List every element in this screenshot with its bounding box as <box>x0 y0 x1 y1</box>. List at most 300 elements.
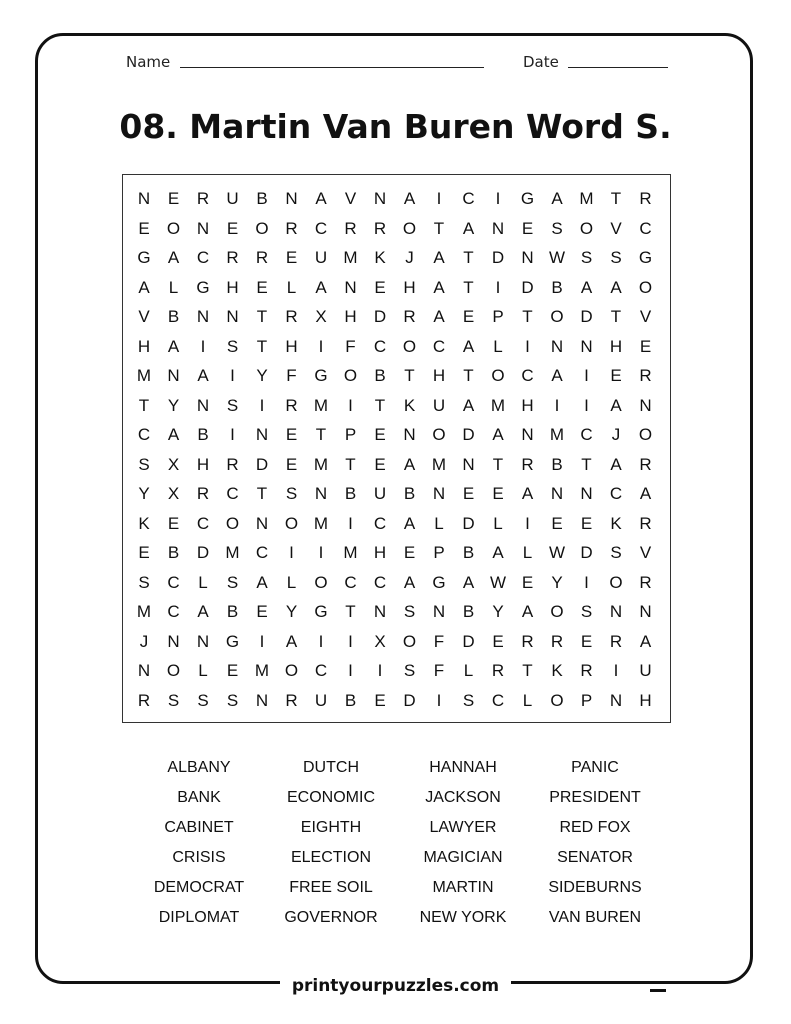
grid-letter[interactable]: S <box>226 690 239 710</box>
grid-letter[interactable]: O <box>550 307 564 326</box>
grid-letter[interactable]: F <box>286 366 297 385</box>
grid-letter[interactable]: B <box>167 307 180 326</box>
grid-letter[interactable]: I <box>613 661 619 680</box>
grid-letter[interactable]: I <box>259 631 265 651</box>
grid-letter[interactable]: O <box>609 572 623 592</box>
grid-letter[interactable]: S <box>462 690 475 710</box>
grid-letter[interactable]: L <box>198 572 208 592</box>
grid-letter[interactable]: T <box>492 454 504 474</box>
grid-letter[interactable]: B <box>462 543 475 562</box>
grid-letter[interactable]: A <box>610 277 622 297</box>
grid-letter[interactable]: H <box>609 336 623 356</box>
grid-letter[interactable]: S <box>167 690 180 710</box>
grid-letter[interactable]: A <box>403 572 416 592</box>
grid-letter[interactable]: X <box>315 307 327 326</box>
grid-letter[interactable]: N <box>580 336 593 356</box>
grid-letter[interactable]: S <box>138 454 150 474</box>
grid-letter[interactable]: C <box>314 218 328 238</box>
grid-letter[interactable]: B <box>167 543 180 562</box>
grid-letter[interactable]: C <box>432 336 446 356</box>
grid-letter[interactable]: N <box>373 602 387 621</box>
grid-letter[interactable]: S <box>551 218 563 238</box>
grid-letter[interactable]: B <box>374 366 386 385</box>
grid-letter[interactable]: I <box>554 395 560 415</box>
grid-letter[interactable]: R <box>285 690 298 710</box>
grid-letter[interactable]: I <box>495 189 501 208</box>
grid-letter[interactable]: S <box>403 661 416 680</box>
grid-letter[interactable]: X <box>374 631 386 651</box>
grid-letter[interactable]: M <box>431 454 447 474</box>
grid-letter[interactable]: A <box>551 366 563 385</box>
grid-letter[interactable]: V <box>639 307 652 326</box>
grid-letter[interactable]: E <box>492 484 504 503</box>
grid-letter[interactable]: H <box>373 543 387 562</box>
grid-letter[interactable]: R <box>639 572 652 592</box>
grid-letter[interactable]: T <box>404 366 415 385</box>
grid-letter[interactable]: H <box>285 336 298 356</box>
grid-letter[interactable]: N <box>255 690 269 710</box>
grid-letter[interactable]: A <box>610 395 622 415</box>
grid-letter[interactable]: N <box>137 661 151 680</box>
grid-letter[interactable]: K <box>551 661 563 680</box>
grid-letter[interactable]: E <box>374 277 386 297</box>
grid-letter[interactable]: N <box>639 602 652 621</box>
grid-letter[interactable]: A <box>639 484 652 503</box>
grid-letter[interactable]: C <box>462 189 475 208</box>
grid-letter[interactable]: C <box>373 513 387 533</box>
grid-letter[interactable]: E <box>462 307 475 326</box>
grid-letter[interactable]: O <box>166 661 181 680</box>
grid-letter[interactable]: T <box>256 307 268 326</box>
grid-letter[interactable]: T <box>522 661 533 680</box>
grid-letter[interactable]: O <box>284 661 299 680</box>
grid-letter[interactable]: L <box>493 336 503 356</box>
grid-letter[interactable]: O <box>284 513 299 533</box>
grid-letter[interactable]: A <box>403 513 416 533</box>
grid-letter[interactable]: J <box>611 425 621 444</box>
grid-letter[interactable]: M <box>490 395 506 415</box>
grid-letter[interactable]: I <box>436 189 442 208</box>
grid-letter[interactable]: Y <box>167 395 180 415</box>
grid-letter[interactable]: S <box>197 690 209 710</box>
grid-letter[interactable]: E <box>226 661 239 680</box>
grid-letter[interactable]: C <box>344 572 357 592</box>
grid-letter[interactable]: R <box>521 631 534 651</box>
grid-letter[interactable]: A <box>492 425 504 444</box>
grid-letter[interactable]: P <box>492 307 504 326</box>
grid-letter[interactable]: B <box>551 277 563 297</box>
grid-letter[interactable]: D <box>521 277 534 297</box>
grid-letter[interactable]: A <box>639 631 652 651</box>
grid-letter[interactable]: A <box>403 454 416 474</box>
grid-letter[interactable]: I <box>289 543 294 562</box>
grid-letter[interactable]: E <box>256 277 268 297</box>
grid-letter[interactable]: T <box>610 189 622 208</box>
grid-letter[interactable]: M <box>313 513 329 533</box>
grid-letter[interactable]: M <box>225 543 240 562</box>
grid-letter[interactable]: U <box>432 395 446 415</box>
grid-letter[interactable]: C <box>639 218 652 238</box>
grid-letter[interactable]: C <box>167 572 180 592</box>
grid-letter[interactable]: U <box>314 248 328 267</box>
grid-letter[interactable]: T <box>138 395 150 415</box>
grid-letter[interactable]: P <box>580 690 593 710</box>
grid-letter[interactable]: V <box>344 189 357 208</box>
grid-letter[interactable]: O <box>402 218 417 238</box>
grid-letter[interactable]: E <box>138 218 150 238</box>
grid-letter[interactable]: O <box>432 425 446 444</box>
grid-letter[interactable]: I <box>377 661 383 680</box>
grid-letter[interactable]: I <box>348 513 353 533</box>
grid-letter[interactable]: G <box>196 277 210 297</box>
grid-letter[interactable]: E <box>462 484 475 503</box>
grid-letter[interactable]: B <box>551 454 563 474</box>
grid-letter[interactable]: V <box>138 307 150 326</box>
grid-letter[interactable]: N <box>432 484 446 503</box>
grid-letter[interactable]: H <box>403 277 416 297</box>
grid-letter[interactable]: N <box>521 248 534 267</box>
grid-letter[interactable]: T <box>374 395 386 415</box>
grid-letter[interactable]: A <box>433 248 445 267</box>
grid-letter[interactable]: E <box>374 425 386 444</box>
grid-letter[interactable]: A <box>167 425 180 444</box>
grid-letter[interactable]: N <box>167 631 180 651</box>
grid-letter[interactable]: R <box>373 218 387 238</box>
grid-letter[interactable]: F <box>433 661 445 680</box>
grid-letter[interactable]: K <box>374 248 386 267</box>
grid-letter[interactable]: I <box>584 572 589 592</box>
grid-letter[interactable]: D <box>491 248 505 267</box>
grid-letter[interactable]: K <box>610 513 622 533</box>
grid-letter[interactable]: H <box>639 690 652 710</box>
grid-letter[interactable]: E <box>167 189 180 208</box>
grid-letter[interactable]: M <box>313 395 329 415</box>
grid-letter[interactable]: W <box>548 248 566 267</box>
grid-letter[interactable]: R <box>639 189 652 208</box>
grid-letter[interactable]: B <box>226 602 239 621</box>
grid-letter[interactable]: D <box>580 543 593 562</box>
grid-letter[interactable]: A <box>580 277 593 297</box>
grid-letter[interactable]: L <box>198 661 208 680</box>
grid-letter[interactable]: T <box>463 366 474 385</box>
grid-letter[interactable]: S <box>610 543 622 562</box>
grid-letter[interactable]: R <box>491 661 505 680</box>
grid-letter[interactable]: E <box>226 218 239 238</box>
grid-letter[interactable]: Y <box>138 484 150 503</box>
grid-letter[interactable]: N <box>226 307 239 326</box>
grid-letter[interactable]: I <box>230 366 235 385</box>
grid-letter[interactable]: F <box>345 336 356 356</box>
grid-letter[interactable]: A <box>433 277 445 297</box>
grid-letter[interactable]: N <box>462 454 475 474</box>
grid-letter[interactable]: N <box>491 218 505 238</box>
grid-letter[interactable]: W <box>489 572 507 592</box>
grid-letter[interactable]: A <box>521 484 534 503</box>
grid-letter[interactable]: M <box>549 425 565 444</box>
grid-letter[interactable]: Y <box>256 366 268 385</box>
grid-letter[interactable]: O <box>225 513 240 533</box>
grid-letter[interactable]: U <box>314 690 328 710</box>
grid-letter[interactable]: T <box>463 277 474 297</box>
grid-letter[interactable]: A <box>256 572 268 592</box>
grid-letter[interactable]: C <box>373 572 387 592</box>
grid-letter[interactable]: N <box>137 189 151 208</box>
grid-letter[interactable]: A <box>138 277 150 297</box>
grid-letter[interactable]: D <box>462 513 475 533</box>
grid-letter[interactable]: G <box>225 631 240 651</box>
grid-letter[interactable]: R <box>285 307 298 326</box>
grid-letter[interactable]: S <box>610 248 622 267</box>
grid-letter[interactable]: E <box>639 336 652 356</box>
grid-letter[interactable]: L <box>493 513 503 533</box>
grid-letter[interactable]: H <box>226 277 239 297</box>
grid-letter[interactable]: M <box>254 661 270 680</box>
grid-letter[interactable]: I <box>525 336 530 356</box>
grid-letter[interactable]: N <box>167 366 180 385</box>
grid-letter[interactable]: B <box>256 189 268 208</box>
grid-letter[interactable]: J <box>139 631 149 651</box>
grid-letter[interactable]: A <box>197 602 209 621</box>
grid-letter[interactable]: I <box>200 336 206 356</box>
grid-letter[interactable]: D <box>462 631 475 651</box>
grid-letter[interactable]: K <box>403 395 416 415</box>
grid-letter[interactable]: P <box>433 543 445 562</box>
grid-letter[interactable]: A <box>521 602 534 621</box>
grid-letter[interactable]: R <box>403 307 416 326</box>
grid-letter[interactable]: M <box>343 248 358 267</box>
grid-letter[interactable]: T <box>345 602 356 621</box>
grid-letter[interactable]: O <box>314 572 328 592</box>
grid-letter[interactable]: A <box>167 336 180 356</box>
grid-letter[interactable]: G <box>432 572 446 592</box>
grid-letter[interactable]: B <box>462 602 475 621</box>
grid-letter[interactable]: O <box>402 336 417 356</box>
grid-letter[interactable]: E <box>521 218 534 238</box>
grid-letter[interactable]: D <box>373 307 387 326</box>
grid-letter[interactable]: E <box>256 602 268 621</box>
grid-letter[interactable]: N <box>196 631 210 651</box>
grid-letter[interactable]: E <box>492 631 504 651</box>
grid-letter[interactable]: T <box>522 307 533 326</box>
grid-letter[interactable]: A <box>492 543 504 562</box>
grid-letter[interactable]: N <box>550 336 564 356</box>
grid-letter[interactable]: S <box>580 248 593 267</box>
grid-letter[interactable]: R <box>137 690 151 710</box>
grid-letter[interactable]: R <box>196 484 210 503</box>
grid-letter[interactable]: O <box>638 277 653 297</box>
grid-letter[interactable]: H <box>344 307 357 326</box>
grid-letter[interactable]: R <box>609 631 623 651</box>
grid-letter[interactable]: A <box>403 189 416 208</box>
grid-letter[interactable]: I <box>348 661 353 680</box>
grid-letter[interactable]: T <box>345 454 356 474</box>
grid-letter[interactable]: H <box>196 454 210 474</box>
grid-letter[interactable]: E <box>580 513 593 533</box>
grid-letter[interactable]: U <box>373 484 387 503</box>
grid-letter[interactable]: O <box>491 366 505 385</box>
grid-letter[interactable]: E <box>138 543 150 562</box>
grid-letter[interactable]: R <box>639 366 652 385</box>
grid-letter[interactable]: R <box>226 454 239 474</box>
grid-letter[interactable]: L <box>434 513 444 533</box>
grid-letter[interactable]: I <box>230 425 235 444</box>
grid-letter[interactable]: R <box>344 218 357 238</box>
name-field[interactable] <box>180 67 484 68</box>
grid-letter[interactable]: N <box>403 425 416 444</box>
grid-letter[interactable]: F <box>433 631 445 651</box>
grid-letter[interactable]: O <box>255 218 269 238</box>
grid-letter[interactable]: L <box>522 690 533 710</box>
grid-letter[interactable]: V <box>610 218 622 238</box>
grid-letter[interactable]: N <box>550 484 564 503</box>
grid-letter[interactable]: J <box>405 248 414 267</box>
grid-letter[interactable]: N <box>609 690 623 710</box>
grid-letter[interactable]: M <box>313 454 329 474</box>
grid-letter[interactable]: C <box>196 513 210 533</box>
grid-letter[interactable]: T <box>463 248 474 267</box>
grid-letter[interactable]: D <box>580 307 593 326</box>
grid-letter[interactable]: D <box>196 543 210 562</box>
grid-letter[interactable]: C <box>314 661 328 680</box>
grid-letter[interactable]: B <box>344 484 357 503</box>
grid-letter[interactable]: A <box>610 454 622 474</box>
grid-letter[interactable]: Y <box>492 602 504 621</box>
grid-letter[interactable]: O <box>579 218 594 238</box>
grid-letter[interactable]: I <box>259 395 265 415</box>
grid-letter[interactable]: T <box>433 218 445 238</box>
grid-letter[interactable]: C <box>373 336 387 356</box>
grid-letter[interactable]: G <box>638 248 653 267</box>
grid-letter[interactable]: N <box>196 218 210 238</box>
grid-letter[interactable]: D <box>403 690 416 710</box>
grid-letter[interactable]: I <box>436 690 442 710</box>
grid-letter[interactable]: O <box>402 631 417 651</box>
grid-letter[interactable]: B <box>344 690 357 710</box>
grid-letter[interactable]: O <box>550 690 564 710</box>
grid-letter[interactable]: N <box>255 513 269 533</box>
grid-letter[interactable]: I <box>525 513 530 533</box>
grid-letter[interactable]: V <box>639 543 652 562</box>
grid-letter[interactable]: S <box>226 336 239 356</box>
grid-letter[interactable]: T <box>315 425 327 444</box>
grid-letter[interactable]: N <box>314 484 328 503</box>
grid-letter[interactable]: S <box>403 602 416 621</box>
grid-letter[interactable]: B <box>403 484 416 503</box>
grid-letter[interactable]: E <box>374 454 386 474</box>
grid-letter[interactable]: U <box>639 661 652 680</box>
date-field[interactable] <box>568 67 668 68</box>
grid-letter[interactable]: O <box>343 366 358 385</box>
grid-letter[interactable]: C <box>491 690 505 710</box>
grid-letter[interactable]: G <box>520 189 535 208</box>
grid-letter[interactable]: A <box>462 395 475 415</box>
grid-letter[interactable]: D <box>462 425 475 444</box>
grid-letter[interactable]: X <box>167 484 180 503</box>
grid-letter[interactable]: M <box>136 602 152 621</box>
grid-letter[interactable]: E <box>521 572 534 592</box>
grid-letter[interactable]: A <box>462 572 475 592</box>
grid-letter[interactable]: L <box>286 572 297 592</box>
grid-letter[interactable]: R <box>285 218 298 238</box>
grid-letter[interactable]: R <box>285 395 298 415</box>
grid-letter[interactable]: N <box>255 425 269 444</box>
grid-letter[interactable]: N <box>609 602 623 621</box>
grid-letter[interactable]: N <box>344 277 357 297</box>
grid-letter[interactable]: A <box>551 189 563 208</box>
grid-letter[interactable]: N <box>196 395 210 415</box>
grid-letter[interactable]: O <box>166 218 181 238</box>
grid-letter[interactable]: C <box>196 248 210 267</box>
grid-letter[interactable]: M <box>343 543 358 562</box>
grid-letter[interactable]: C <box>255 543 269 562</box>
grid-letter[interactable]: N <box>196 307 210 326</box>
grid-letter[interactable]: C <box>609 484 623 503</box>
grid-letter[interactable]: L <box>522 543 533 562</box>
grid-letter[interactable]: K <box>138 513 150 533</box>
grid-letter[interactable]: E <box>610 366 622 385</box>
grid-letter[interactable]: N <box>521 425 534 444</box>
grid-letter[interactable]: I <box>318 631 324 651</box>
grid-letter[interactable]: M <box>579 189 594 208</box>
grid-letter[interactable]: E <box>580 631 593 651</box>
grid-letter[interactable]: S <box>580 602 593 621</box>
grid-letter[interactable]: S <box>226 395 239 415</box>
grid-letter[interactable]: E <box>285 425 298 444</box>
grid-letter[interactable]: C <box>226 484 239 503</box>
grid-letter[interactable]: W <box>548 543 566 562</box>
grid-letter[interactable]: I <box>348 395 353 415</box>
grid-letter[interactable]: T <box>610 307 622 326</box>
grid-letter[interactable]: A <box>433 307 445 326</box>
grid-letter[interactable]: H <box>432 366 446 385</box>
grid-letter[interactable]: B <box>197 425 209 444</box>
grid-letter[interactable]: E <box>403 543 416 562</box>
grid-letter[interactable]: L <box>168 277 179 297</box>
grid-letter[interactable]: C <box>137 425 151 444</box>
grid-letter[interactable]: C <box>580 425 593 444</box>
grid-letter[interactable]: E <box>285 248 298 267</box>
grid-letter[interactable]: I <box>584 395 589 415</box>
grid-letter[interactable]: E <box>374 690 386 710</box>
grid-letter[interactable]: N <box>432 602 446 621</box>
grid-letter[interactable]: R <box>226 248 239 267</box>
grid-letter[interactable]: R <box>580 661 593 680</box>
grid-letter[interactable]: A <box>462 336 475 356</box>
grid-letter[interactable]: G <box>137 248 151 267</box>
grid-letter[interactable]: D <box>255 454 269 474</box>
grid-letter[interactable]: N <box>285 189 298 208</box>
grid-letter[interactable]: L <box>463 661 474 680</box>
grid-letter[interactable]: E <box>167 513 180 533</box>
grid-letter[interactable]: T <box>256 484 268 503</box>
grid-letter[interactable]: R <box>639 513 652 533</box>
grid-letter[interactable]: X <box>167 454 180 474</box>
grid-letter[interactable]: Y <box>285 602 298 621</box>
grid-letter[interactable]: A <box>462 218 475 238</box>
grid-letter[interactable]: M <box>136 366 152 385</box>
grid-letter[interactable]: S <box>285 484 298 503</box>
grid-letter[interactable]: N <box>373 189 387 208</box>
grid-letter[interactable]: A <box>315 189 327 208</box>
grid-letter[interactable]: T <box>581 454 592 474</box>
grid-letter[interactable]: H <box>521 395 534 415</box>
grid-letter[interactable]: Y <box>551 572 563 592</box>
grid-letter[interactable]: E <box>551 513 563 533</box>
grid-letter[interactable]: A <box>167 248 180 267</box>
grid-letter[interactable]: T <box>256 336 268 356</box>
grid-letter[interactable]: L <box>286 277 297 297</box>
grid-letter[interactable]: U <box>226 189 239 208</box>
